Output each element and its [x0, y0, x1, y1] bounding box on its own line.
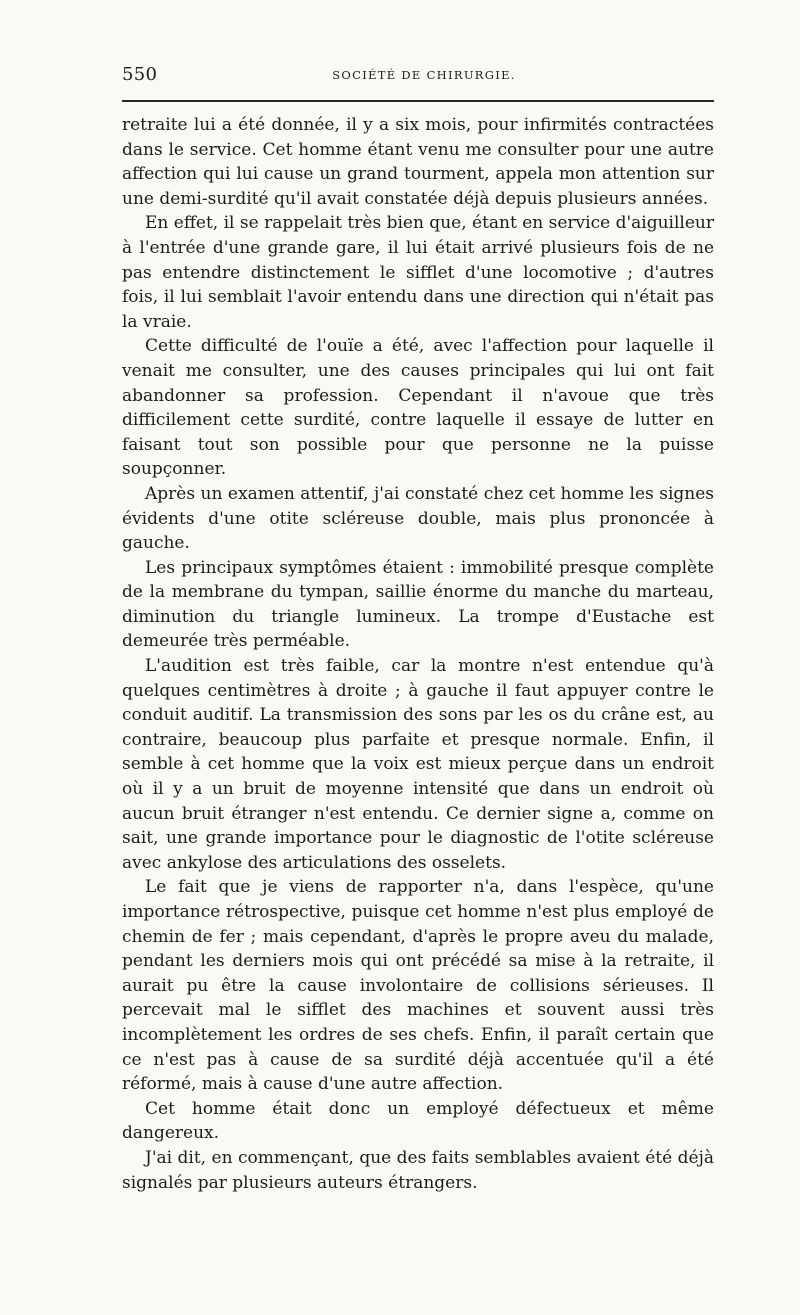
paragraph: Après un examen attentif, j'ai constaté chez cet homme les signes évidents d'une otite scléreuse double, mais plus prononcée à gauche.	[122, 483, 714, 554]
paragraph: J'ai dit, en commençant, que des faits semblables avaient été déjà signalés par plusieurs auteurs étrangers.	[122, 1147, 714, 1193]
header-rule	[122, 100, 714, 102]
page-number: 550	[122, 64, 158, 85]
body-text	[122, 113, 714, 1195]
paragraph: En effet, il se rappelait très bien que, étant en service d'aiguilleur à l'entrée d'une grande gare, il lui était arrivé plusieurs fois de ne pas entendre distinctement le sifflet d'une locomotive ; d'autres fois, il lui semblait l'avoir entendu dans une direction qui n'était pas la vraie.	[122, 213, 714, 332]
page-header	[122, 64, 714, 90]
paragraph: Cet homme était donc un employé défectueux et même dangereux.	[122, 1098, 714, 1144]
paragraph: Cette difficulté de l'ouïe a été, avec l'affection pour laquelle il venait me consulter, une des causes principales qui lui ont fait abandonner sa profession. Cependant il n'avoue que très difficilement cette surdité, contre laquelle il essaye de lutter en faisant tout son possible pour que personne ne la puisse soupçonner.	[122, 336, 714, 480]
running-head: SOCIÉTÉ DE CHIRURGIE.	[332, 68, 516, 82]
paragraph: Les principaux symptômes étaient : immobilité presque complète de la membrane du tympan, saillie énorme du manche du marteau, diminution du triangle lumineux. La trompe d'Eustache est demeurée très perméable.	[122, 557, 714, 652]
paragraph: retraite lui a été donnée, il y a six mois, pour infirmités contractées dans le service. Cet homme étant venu me consulter pour une autre affection qui lui cause un grand tourment, appela mon attention sur une demi-surdité qu'il avait constatée déjà depuis plusieurs années.	[122, 115, 714, 209]
paragraph: Le fait que je viens de rapporter n'a, dans l'espèce, qu'une importance rétrospective, puisque cet homme n'est plus employé de chemin de fer ; mais cependant, d'après le propre aveu du malade, pendant les derniers mois qui ont précédé sa mise à la retraite, il aurait pu être la cause involontaire de collisions sérieuses. Il percevait mal le sifflet des machines et souvent aussi très incomplètement les ordres de ses chefs. Enfin, il paraît certain que ce n'est pas à cause de sa surdité déjà accentuée qu'il a été réformé, mais à cause d'une autre affection.	[122, 877, 714, 1095]
paragraph: L'audition est très faible, car la montre n'est entendue qu'à quelques centimètres à droite ; à gauche il faut appuyer contre le conduit auditif. La transmission des sons par les os du crâne est, au contraire, beaucoup plus parfaite et presque normale. Enfin, il semble à cet homme que la voix est mieux perçue dans un endroit où il y a un bruit de moyenne intensité que dans un endroit où aucun bruit étranger n'est entendu. Ce dernier signe a, comme on sait, une grande importance pour le diagnostic de l'otite scléreuse avec ankylose des articulations des osselets.	[122, 656, 714, 873]
